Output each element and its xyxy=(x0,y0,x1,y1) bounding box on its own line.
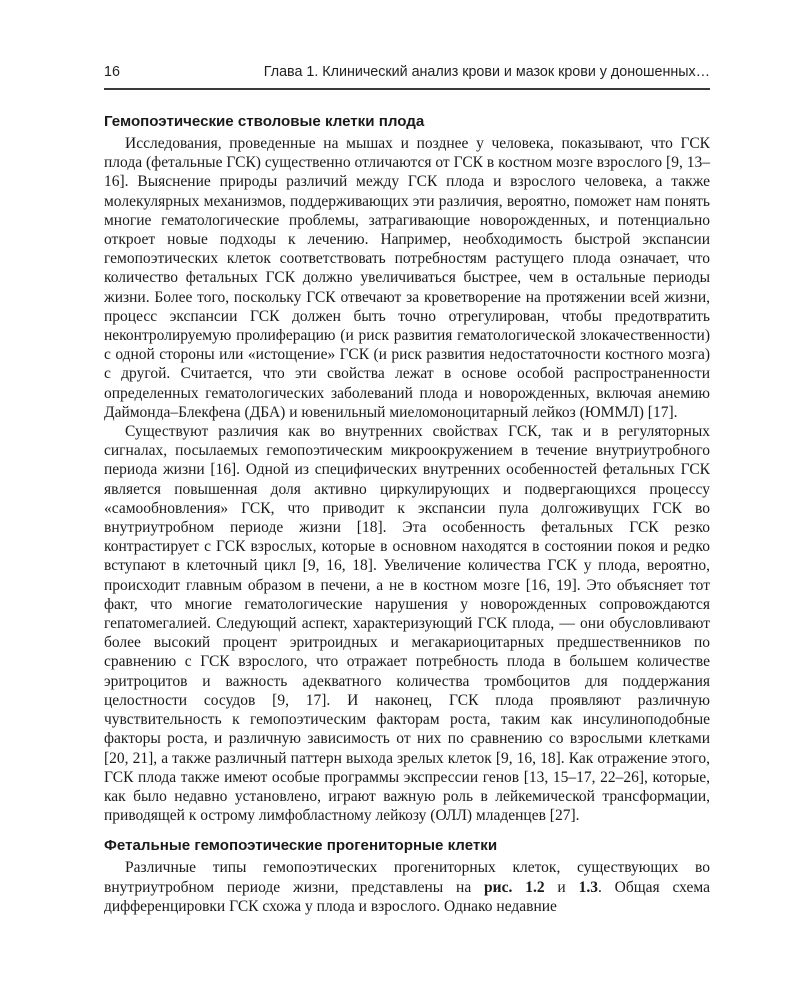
body-text xyxy=(104,112,710,916)
paragraph xyxy=(104,858,710,916)
section-heading-stem-cells: Гемопоэтические стволовые клетки плода xyxy=(104,113,425,130)
paragraph: Исследования, проведенные на мышах и позднее у человека, показывают, что ГСК плода (фетальные ГСК) существенно отличаются от ГСК в костном мозге взрослого [9, 13–16]. Выяснение природы различий между ГСК плода и взрослого человека, а также молекулярных механизмов, поддерживающих эти различия, вероятно, поможет нам понять многие гематологические проблемы, затрагивающие новорожденных, и потенциально откроет новые подходы к лечению. Например, необходимость быстрой экспансии гемопоэтических клеток соответствовать потребностям растущего плода означает, что количество фетальных ГСК должно увеличиваться быстрее, чем в остальные периоды жизни. Более того, поскольку ГСК отвечают за кроветворение на протяжении всей жизни, процесс экспансии ГСК должен быть точно отрегулирован, чтобы предотвратить неконтролируемую пролиферацию (и риск развития гематологической злокачественности) с одной стороны или «истощение» ГСК (и риск развития недостаточности костного мозга) с другой. Считается, что эти свойства лежат в основе особой распространенности определенных гематологических заболеваний плода и новорожденных, включая анемию Даймонда–Блекфена (ДБА) и ювенильный миеломоноцитарный лейкоз (ЮММЛ) [17]. xyxy=(104,135,710,421)
paragraph-text: . Общая схема дифференцировки ГСК схожа у плода и взрослого. Однако недавние xyxy=(104,878,711,915)
page-number: 16 xyxy=(104,64,120,80)
paragraph: Существуют различия как во внутренних свойствах ГСК, так и в регуляторных сигналах, посылаемых гемопоэтическим микроокружением в течение внутриутробного периода жизни [16]. Одной из специфических внутренних особенностей фетальных ГСК является повышенная доля активно циркулирующих и подвергающихся процессу «самообновления» ГСК, что приводит к экспансии пула долгоживущих ГСК во внутриутробном периоде жизни [18]. Эта особенность фетальных ГСК резко контрастирует с ГСК взрослых, которые в основном находятся в состоянии покоя и редко вступают в клеточный цикл [9, 16, 18]. Увеличение количества ГСК у плода, вероятно, происходит главным образом в печени, а не в костном мозге [16, 19]. Это объясняет тот факт, что многие гематологические нарушения у новорожденных сопровождаются гепатомегалией. Следующий аспект, характеризующий ГСК плода, — они обусловливают более высокий процент эритроидных и мегакариоцитарных предшественников по сравнению с ГСК взрослого, что отражает потребность плода в большем количестве эритроцитов и важность адекватного количества тромбоцитов для поддержания целостности сосудов [9, 17]. И наконец, ГСК плода проявляют различную чувствительность к гемопоэтическим факторам роста, таким как инсулиноподобные факторы роста, и различную зависимость от них по сравнению со взрослыми клетками [20, 21], а также различный паттерн выхода зрелых клеток [9, 16, 18]. Как отражение этого, ГСК плода также имеют особые программы экспрессии генов [13, 15–17, 22–26], которые, как было недавно установлено, играют важную роль в лейкемической трансформации, приводящей к острому лимфобластному лейкозу (ОЛЛ) младенцев [27]. xyxy=(104,423,710,825)
running-title: Глава 1. Клинический анализ крови и мазок крови у доношенных… xyxy=(263,64,710,80)
figure-reference: рис. 1.2 xyxy=(484,878,545,896)
figure-reference: 1.3 xyxy=(578,878,598,896)
running-header xyxy=(104,64,710,80)
header-rule xyxy=(104,88,710,90)
paragraph-text: и xyxy=(544,878,579,896)
paragraph-text: Различные типы гемопоэтических прогениторных клеток, существующих во внутриутробном периоде жизни, представлены на xyxy=(104,859,710,896)
section-heading-progenitor-cells: Фетальные гемопоэтические прогениторные клетки xyxy=(104,837,498,855)
